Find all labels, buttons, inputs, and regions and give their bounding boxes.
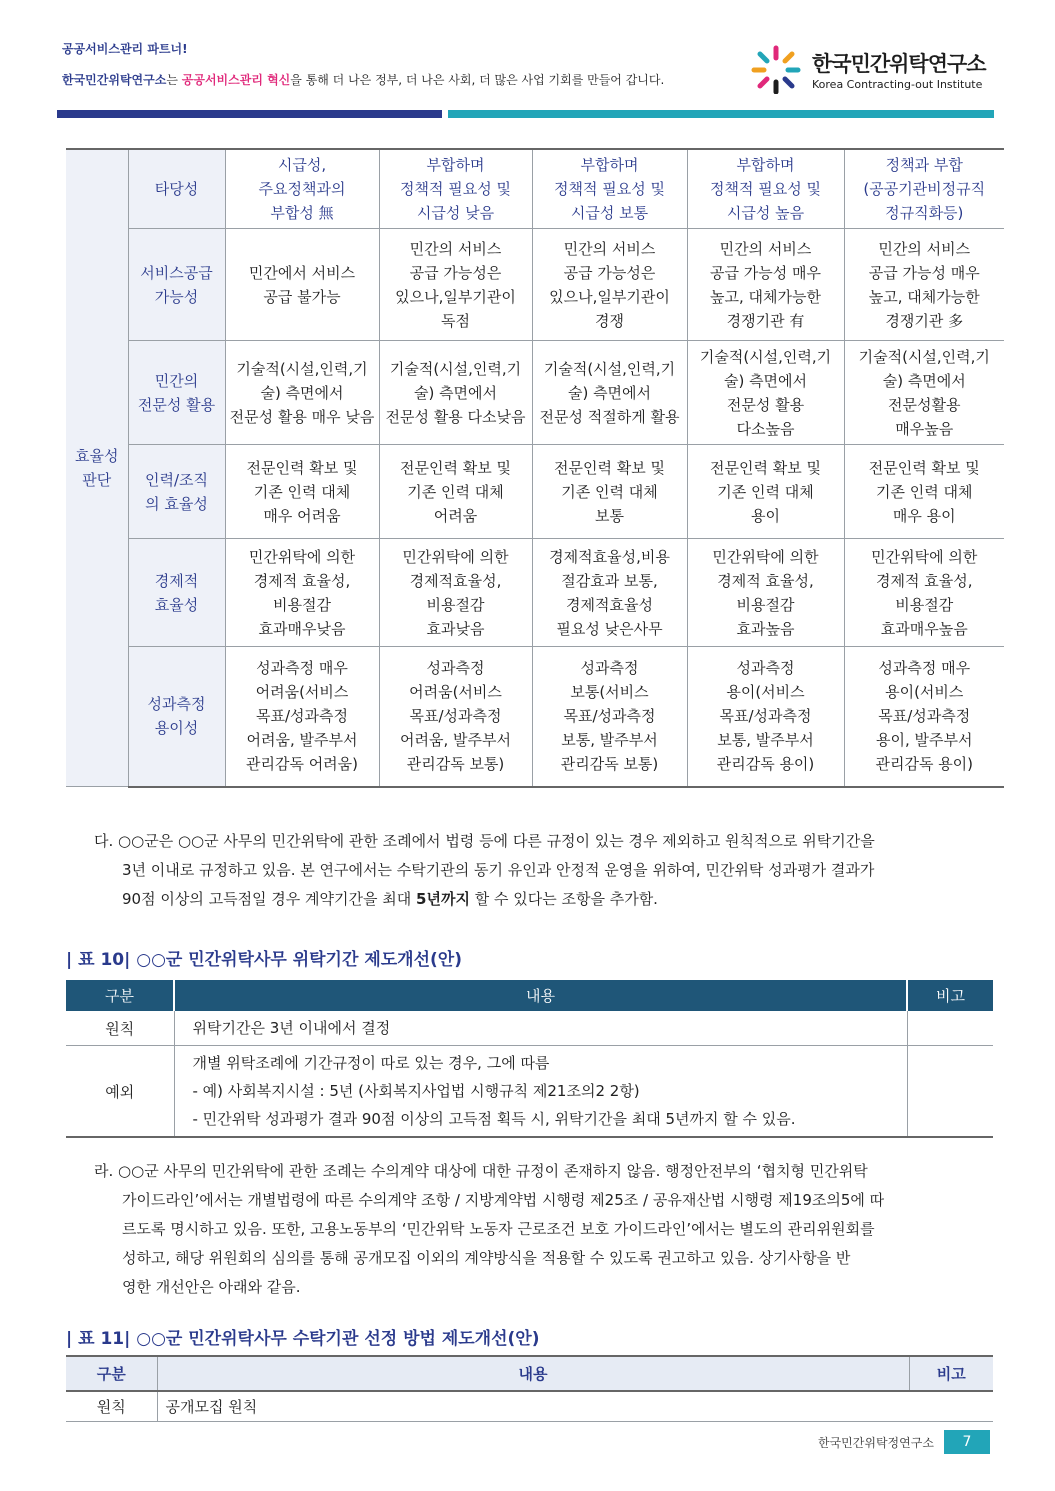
table10-line: - 예) 사회복지시설 : 5년 (사회복지사업법 시행규칙 제21조의2 2항) bbox=[192, 1082, 640, 1100]
criterion-cell: 경제적효율성,비용 절감효과 보통, 경제적효율성 필요성 낮은사무 bbox=[532, 539, 687, 647]
logo-english: Korea Contracting-out Institute bbox=[812, 78, 983, 91]
header-bar-navy bbox=[57, 110, 442, 118]
criterion-cell: 기술적(시설,인력,기 술) 측면에서 전문성 적절하게 활용 bbox=[532, 341, 687, 445]
criterion-cell: 전문인력 확보 및 기존 인력 대체 매우 용이 bbox=[844, 445, 1004, 539]
criterion-cell: 성과측정 보통(서비스 목표/성과측정 보통, 발주부서 관리감독 보통) bbox=[532, 647, 687, 787]
table-row bbox=[66, 229, 1004, 341]
criterion-cell: 민간의 서비스 공급 가능성 매우 높고, 대체가능한 경쟁기관 多 bbox=[844, 229, 1004, 341]
header-tagline: 공공서비스관리 파트너! bbox=[62, 42, 188, 56]
table10-header-content: 내용 bbox=[174, 980, 907, 1011]
criterion-cell: 성과측정 매우 어려움(서비스 목표/성과측정 어려움, 발주부서 관리감독 어려움) bbox=[225, 647, 379, 787]
para-ra-line1: 라. ○○군 사무의 민간위탁에 관한 조례는 수의계약 대상에 대한 규정이 존재하지 않음. 행정안전부의 ‘협치형 민간위탁 bbox=[94, 1162, 868, 1180]
para-da-line3-bold: 5년까지 bbox=[416, 890, 470, 908]
header-text-1: 는 bbox=[166, 73, 182, 87]
institute-logo bbox=[748, 44, 998, 94]
table-row bbox=[66, 1046, 993, 1138]
table10 bbox=[66, 980, 993, 1138]
header-highlight: 공공서비스관리 혁신 bbox=[181, 73, 291, 87]
para-ra-line4: 성하고, 해당 위원회의 심의를 통해 공개모집 이외의 계약방식을 적용할 수 있도록 권고하고 있음. 상기사항을 반 bbox=[122, 1249, 851, 1267]
criterion-cell: 민간위탁에 의한 경제적 효율성, 비용절감 효과높음 bbox=[687, 539, 844, 647]
group-label-efficiency: 효율성 판단 bbox=[66, 149, 128, 787]
criterion-cell: 전문인력 확보 및 기존 인력 대체 용이 bbox=[687, 445, 844, 539]
para-ra-line2: 가이드라인’에서는 개별법령에 따른 수의계약 조항 / 지방계약법 시행령 제25조 / 공유재산법 시행령 제19조의5에 따 bbox=[122, 1191, 885, 1209]
criterion-cell: 전문인력 확보 및 기존 인력 대체 보통 bbox=[532, 445, 687, 539]
criterion-label: 경제적 효율성 bbox=[128, 539, 225, 647]
criterion-label: 성과측정 용이성 bbox=[128, 647, 225, 787]
footer-org: 한국민간위탁정연구소 bbox=[818, 1436, 934, 1450]
header-org: 한국민간위탁연구소 bbox=[62, 73, 167, 87]
criterion-cell: 전문인력 확보 및 기존 인력 대체 매우 어려움 bbox=[225, 445, 379, 539]
para-ra-line3: 르도록 명시하고 있음. 또한, 고용노동부의 ‘민간위탁 노동자 근로조건 보호 가이드라인’에서는 별도의 관리위원회를 bbox=[122, 1220, 875, 1238]
criterion-cell: 정책과 부합 (공공기관비정규직 정규직화등) bbox=[844, 149, 1004, 229]
table10-title: | 표 10| ○○군 민간위탁사무 위탁기간 제도개선(안) bbox=[66, 950, 462, 970]
star-logo-icon bbox=[748, 44, 804, 94]
table11-cell-category: 원칙 bbox=[66, 1391, 157, 1422]
criterion-cell: 민간의 서비스 공급 가능성은 있으나,일부기관이 독점 bbox=[379, 229, 532, 341]
table11 bbox=[66, 1355, 993, 1422]
table11-title: | 표 11| ○○군 민간위탁사무 수탁기관 선정 방법 제도개선(안) bbox=[66, 1329, 540, 1349]
paragraph-ra bbox=[94, 1157, 982, 1302]
header-bar-teal bbox=[448, 110, 994, 118]
para-da-line3 bbox=[94, 885, 982, 914]
table11-header-content: 내용 bbox=[157, 1356, 909, 1391]
criterion-cell: 성과측정 용이(서비스 목표/성과측정 보통, 발주부서 관리감독 용이) bbox=[687, 647, 844, 787]
table10-line: 개별 위탁조례에 기간규정이 따로 있는 경우, 그에 따름 bbox=[192, 1054, 550, 1072]
table-row bbox=[66, 149, 1004, 229]
criterion-cell: 민간의 서비스 공급 가능성은 있으나,일부기관이 경쟁 bbox=[532, 229, 687, 341]
para-da-line3-c: 할 수 있다는 조항을 추가함. bbox=[469, 890, 658, 908]
criterion-cell: 민간위탁에 의한 경제적 효율성, 비용절감 효과매우낮음 bbox=[225, 539, 379, 647]
criterion-cell: 기술적(시설,인력,기 술) 측면에서 전문성 활용 다소높음 bbox=[687, 341, 844, 445]
table-row bbox=[66, 647, 1004, 787]
table11-cell-content: 공개모집 원칙 bbox=[157, 1391, 909, 1422]
para-da-line1: 다. ○○군은 ○○군 사무의 민간위탁에 관한 조례에서 법령 등에 다른 규정이 있는 경우 제외하고 원칙적으로 위탁기간을 bbox=[94, 832, 875, 850]
logo-korean: 한국민간위탁연구소 bbox=[812, 52, 986, 76]
para-da-line3-a: 90점 이상의 고득점일 경우 계약기간을 최대 bbox=[122, 890, 417, 908]
table10-header-note: 비고 bbox=[907, 980, 993, 1011]
criterion-cell: 전문인력 확보 및 기존 인력 대체 어려움 bbox=[379, 445, 532, 539]
criterion-cell: 부합하며 정책적 필요성 및 시급성 높음 bbox=[687, 149, 844, 229]
criterion-cell: 부합하며 정책적 필요성 및 시급성 낮음 bbox=[379, 149, 532, 229]
criterion-cell: 민간에서 서비스 공급 불가능 bbox=[225, 229, 379, 341]
paragraph-da bbox=[94, 827, 982, 914]
table-row bbox=[66, 1391, 993, 1422]
para-ra-line5: 영한 개선안은 아래와 같음. bbox=[122, 1278, 301, 1296]
criterion-cell: 민간의 서비스 공급 가능성 매우 높고, 대체가능한 경쟁기관 有 bbox=[687, 229, 844, 341]
page-number: 7 bbox=[944, 1430, 990, 1454]
header-text-2: 을 통해 더 나은 정부, 더 나은 사회, 더 많은 사업 기회를 만들어 갑니다. bbox=[290, 73, 665, 87]
table11-cell-note bbox=[909, 1391, 993, 1422]
table-row bbox=[66, 539, 1004, 647]
criterion-label: 타당성 bbox=[128, 149, 225, 229]
table-row bbox=[66, 445, 1004, 539]
criterion-cell: 성과측정 매우 용이(서비스 목표/성과측정 용이, 발주부서 관리감독 용이) bbox=[844, 647, 1004, 787]
criterion-label: 인력/조직 의 효율성 bbox=[128, 445, 225, 539]
criterion-label: 민간의 전문성 활용 bbox=[128, 341, 225, 445]
criterion-cell: 기술적(시설,인력,기 술) 측면에서 전문성활용 매우높음 bbox=[844, 341, 1004, 445]
para-da-line2: 3년 이내로 규정하고 있음. 본 연구에서는 수탁기관의 동기 유인과 안정적 운영을 위하여, 민간위탁 성과평가 결과가 bbox=[122, 861, 875, 879]
table-row bbox=[66, 1011, 993, 1046]
table10-line: - 민간위탁 성과평가 결과 90점 이상의 고득점 획득 시, 위탁기간을 최대 5년까지 할 수 있음. bbox=[192, 1110, 796, 1128]
criterion-cell: 민간위탁에 의한 경제적 효율성, 비용절감 효과매우높음 bbox=[844, 539, 1004, 647]
criterion-cell: 부합하며 정책적 필요성 및 시급성 보통 bbox=[532, 149, 687, 229]
table10-cell-note bbox=[907, 1046, 993, 1138]
table10-header-category: 구분 bbox=[66, 980, 174, 1011]
table10-cell-category: 원칙 bbox=[66, 1011, 174, 1046]
table10-cell-content: 위탁기간은 3년 이내에서 결정 bbox=[174, 1011, 907, 1046]
criterion-cell: 성과측정 어려움(서비스 목표/성과측정 어려움, 발주부서 관리감독 보통) bbox=[379, 647, 532, 787]
table11-header-note: 비고 bbox=[909, 1356, 993, 1391]
header-slogan bbox=[62, 71, 664, 88]
table10-cell-content bbox=[174, 1046, 907, 1138]
table10-cell-category: 예외 bbox=[66, 1046, 174, 1138]
efficiency-criteria-table bbox=[66, 148, 1004, 788]
criterion-cell: 시급성, 주요정책과의 부합성 無 bbox=[225, 149, 379, 229]
table11-header-category: 구분 bbox=[66, 1356, 157, 1391]
table10-cell-note bbox=[907, 1011, 993, 1046]
table-row bbox=[66, 341, 1004, 445]
criterion-cell: 기술적(시설,인력,기 술) 측면에서 전문성 활용 다소낮음 bbox=[379, 341, 532, 445]
criterion-label: 서비스공급 가능성 bbox=[128, 229, 225, 341]
criterion-cell: 민간위탁에 의한 경제적효율성, 비용절감 효과낮음 bbox=[379, 539, 532, 647]
criterion-cell: 기술적(시설,인력,기 술) 측면에서 전문성 활용 매우 낮음 bbox=[225, 341, 379, 445]
